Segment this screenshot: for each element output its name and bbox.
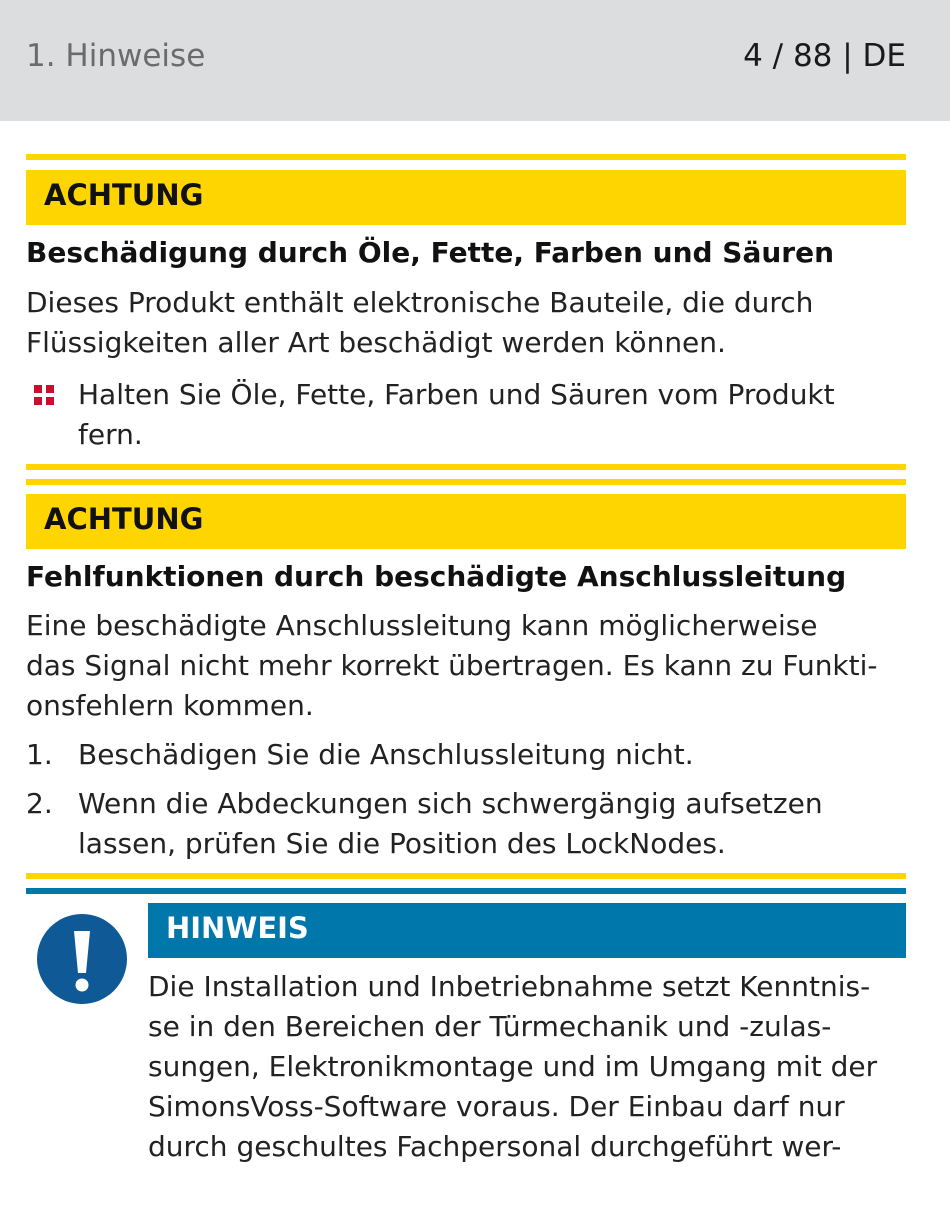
warning-bottom-rule <box>26 873 906 879</box>
body-line: das Signal nicht mehr korrekt übertragen. Es kann zu Funkti- <box>26 649 878 682</box>
bullet-line: Halten Sie Öle, Fette, Farben und Säuren vom Produkt <box>78 378 835 411</box>
warning-title: Fehlfunktionen durch beschädigte Anschlussleitung <box>26 560 847 593</box>
step-line: lassen, prüfen Sie die Position des LockNodes. <box>78 827 726 860</box>
notice-top-rule <box>26 888 906 894</box>
page-indicator: 4 / 88 | DE <box>743 38 906 74</box>
warning-banner <box>26 494 906 549</box>
body-line: durch geschultes Fachpersonal durchgeführt wer- <box>148 1130 842 1163</box>
warning-body <box>26 283 813 363</box>
body-line: onsfehlern kommen. <box>26 689 314 722</box>
body-line: SimonsVoss-Software voraus. Der Einbau darf nur <box>148 1090 845 1123</box>
step-number: 2. <box>26 787 53 820</box>
body-line: Dieses Produkt enthält elektronische Bauteile, die durch <box>26 286 814 319</box>
warning-bottom-rule <box>26 464 906 470</box>
chapter-title: 1. Hinweise <box>26 38 206 74</box>
notice-body <box>148 967 877 1167</box>
body-line: Die Installation und Inbetriebnahme setzt Kenntnis- <box>148 970 871 1003</box>
body-line: Eine beschädigte Anschlussleitung kann möglicherweise <box>26 609 818 642</box>
body-line: se in den Bereichen der Türmechanik und -zulas- <box>148 1010 832 1043</box>
warning-top-rule <box>26 479 906 485</box>
warning-label: ACHTUNG <box>44 502 204 536</box>
warning-label: ACHTUNG <box>44 178 204 212</box>
step-line: Wenn die Abdeckungen sich schwergängig aufsetzen <box>78 787 823 820</box>
notice-label: HINWEIS <box>166 911 309 945</box>
warning-top-rule <box>26 154 906 160</box>
warning-body <box>26 606 878 726</box>
warning-banner <box>26 170 906 225</box>
page-header <box>0 0 950 121</box>
bullet-line: fern. <box>78 418 143 451</box>
warning-title: Beschädigung durch Öle, Fette, Farben und Säuren <box>26 236 835 269</box>
body-line: sungen, Elektronikmontage und im Umgang mit der <box>148 1050 878 1083</box>
notice-banner <box>148 903 906 958</box>
body-line: Flüssigkeiten aller Art beschädigt werden können. <box>26 326 726 359</box>
step-line: Beschädigen Sie die Anschlussleitung nicht. <box>78 738 694 771</box>
step-number: 1. <box>26 738 53 771</box>
exclamation-circle-icon <box>36 913 128 1005</box>
red-squares-bullet-icon <box>34 385 54 405</box>
